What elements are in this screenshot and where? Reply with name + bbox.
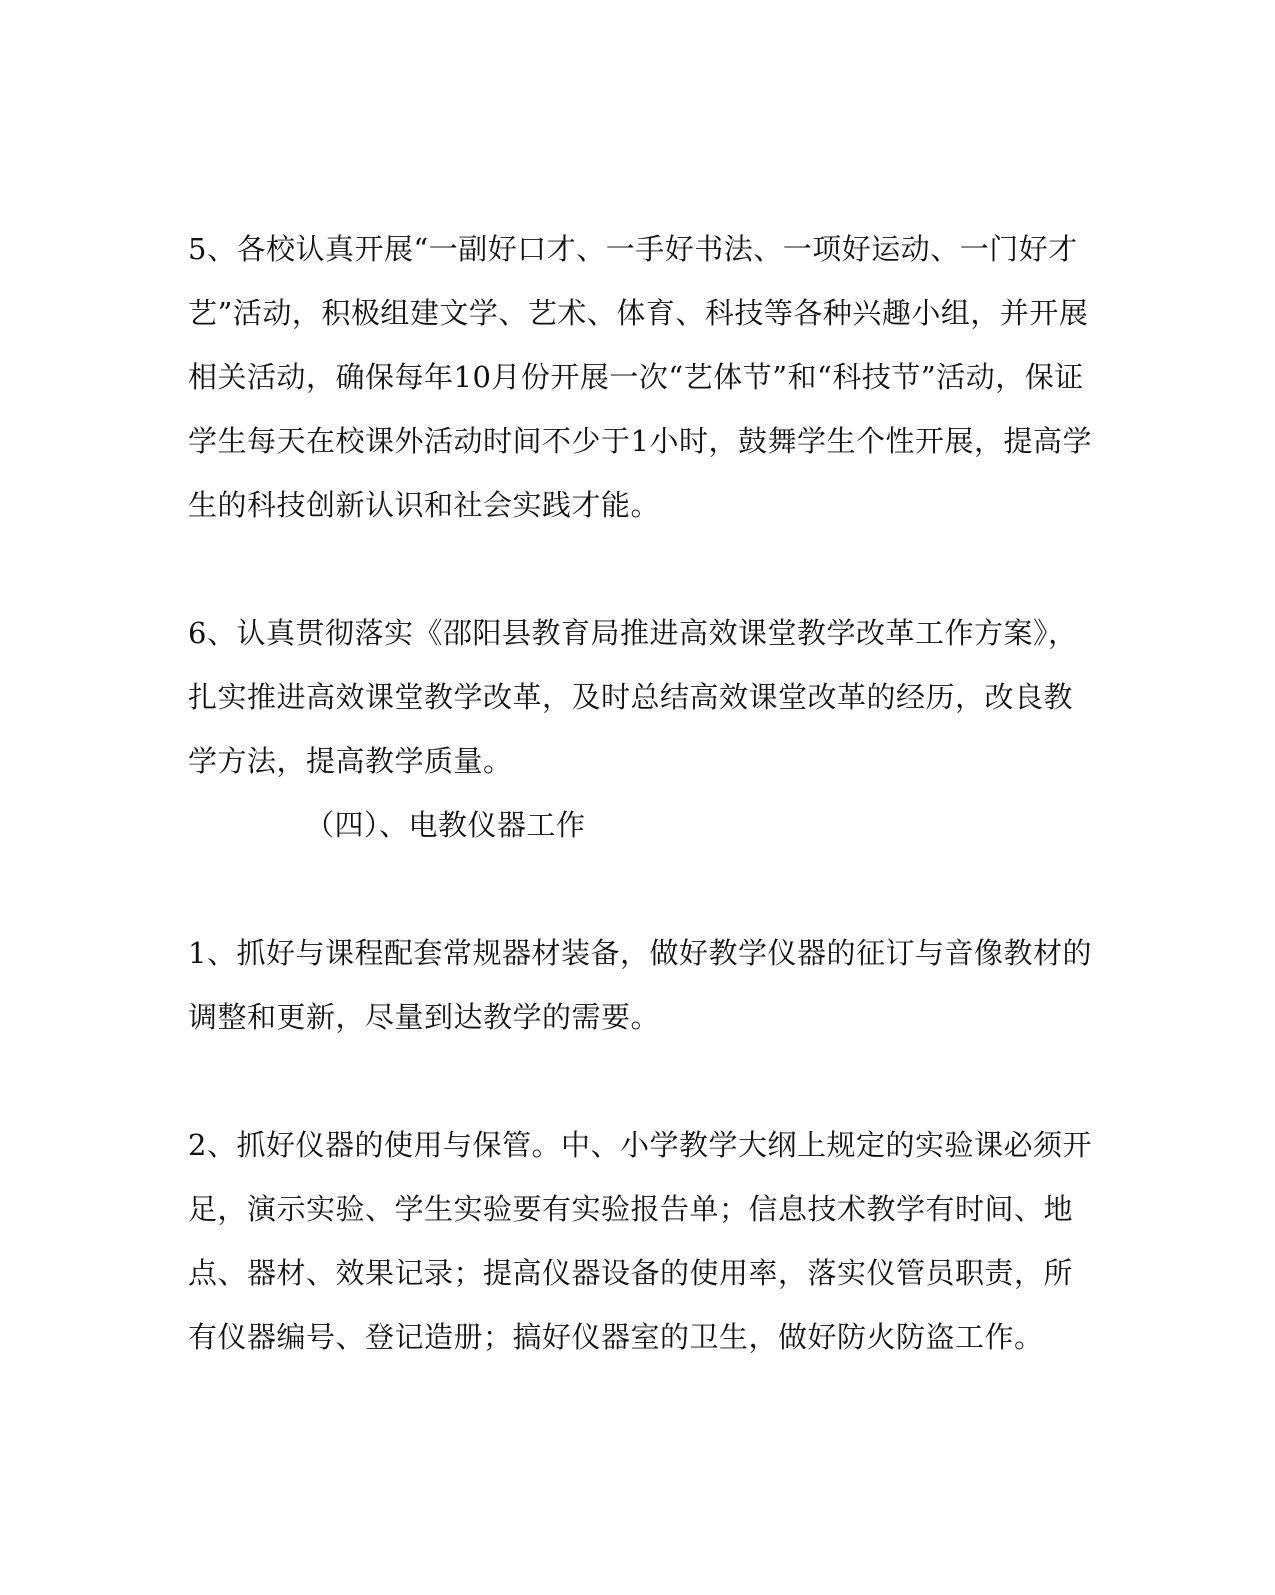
item-2-line-1: 2、抓好仪器的使用与保管。中、小学教学大纲上规定的实验课必须开 bbox=[188, 1128, 1092, 1162]
paragraph-6-line-2: 扎实推进高效课堂教学改革，及时总结高效课堂改革的经历，改良教 bbox=[188, 680, 1074, 714]
paragraph-5-line-4: 学生每天在校课外活动时间不少于1小时，鼓舞学生个性开展，提高学 bbox=[188, 424, 1092, 458]
item-2-line-2: 足，演示实验、学生实验要有实验报告单；信息技术教学有时间、地 bbox=[188, 1192, 1074, 1226]
paragraph-5-line-2: 艺”活动，积极组建文学、艺术、体育、科技等各种兴趣小组，并开展 bbox=[188, 296, 1089, 330]
item-1-line-1: 1、抓好与课程配套常规器材装备，做好教学仪器的征订与音像教材的 bbox=[188, 936, 1092, 970]
paragraph-5-line-1: 5、各校认真开展“一副好口才、一手好书法、一项好运动、一门好才 bbox=[188, 232, 1078, 266]
item-2-line-4: 有仪器编号、登记造册；搞好仪器室的卫生，做好防火防盗工作。 bbox=[188, 1320, 1044, 1354]
paragraph-6-line-3: 学方法，提高教学质量。 bbox=[188, 744, 513, 778]
section-heading: （四）、电教仪器工作 bbox=[305, 808, 586, 842]
item-1-line-2: 调整和更新，尽量到达教学的需要。 bbox=[188, 1000, 661, 1034]
paragraph-5-line-3: 相关活动，确保每年10月份开展一次“艺体节”和“科技节”活动，保证 bbox=[188, 360, 1084, 394]
paragraph-5-line-5: 生的科技创新认识和社会实践才能。 bbox=[188, 488, 661, 522]
paragraph-6-line-1: 6、认真贯彻落实《邵阳县教育局推进高效课堂教学改革工作方案》， bbox=[188, 616, 1078, 650]
item-2-line-3: 点、器材、效果记录；提高仪器设备的使用率，落实仪管员职责，所 bbox=[188, 1256, 1074, 1290]
